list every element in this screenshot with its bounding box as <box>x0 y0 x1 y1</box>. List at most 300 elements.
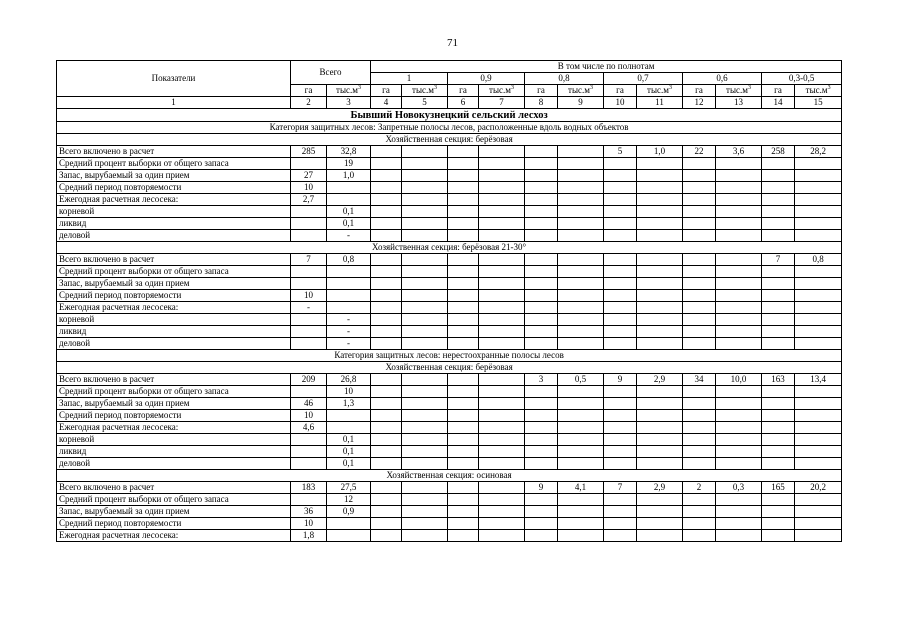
column-number: 4 <box>371 97 402 109</box>
table-cell <box>525 290 558 302</box>
table-cell <box>525 398 558 410</box>
table-cell <box>795 266 842 278</box>
row-label: Средний процент выборки от общего запаса <box>57 158 291 170</box>
table-cell <box>402 446 448 458</box>
table-cell <box>479 230 525 242</box>
table-cell <box>795 302 842 314</box>
table-cell <box>558 410 604 422</box>
table-cell <box>525 410 558 422</box>
table-cell <box>402 302 448 314</box>
table-cell <box>479 218 525 230</box>
table-cell <box>479 386 525 398</box>
table-cell <box>637 446 683 458</box>
table-cell <box>558 194 604 206</box>
table-cell <box>604 458 637 470</box>
table-cell <box>448 410 479 422</box>
table-cell <box>637 278 683 290</box>
table-cell <box>716 290 762 302</box>
table-cell <box>683 158 716 170</box>
table-cell: 209 <box>291 374 327 386</box>
table-body <box>57 61 842 542</box>
table-cell <box>525 218 558 230</box>
column-number: 6 <box>448 97 479 109</box>
table-cell <box>683 314 716 326</box>
table-cell <box>448 326 479 338</box>
table-cell <box>716 398 762 410</box>
table-cell <box>448 266 479 278</box>
table-cell <box>795 326 842 338</box>
table-cell <box>402 206 448 218</box>
table-cell <box>448 530 479 542</box>
table-cell <box>762 182 795 194</box>
table-cell <box>371 386 402 398</box>
row-label: Средний период повторяемости <box>57 410 291 422</box>
table-cell <box>683 302 716 314</box>
table-cell <box>637 170 683 182</box>
table-cell <box>683 182 716 194</box>
table-cell <box>479 146 525 158</box>
header-unit-volume <box>795 85 842 97</box>
table-cell <box>525 182 558 194</box>
table-cell <box>402 182 448 194</box>
table-cell <box>558 170 604 182</box>
table-cell <box>402 422 448 434</box>
table-cell <box>558 302 604 314</box>
row-label: Запас, вырубаемый за один прием <box>57 398 291 410</box>
table-cell <box>371 146 402 158</box>
table-cell <box>683 194 716 206</box>
column-number: 13 <box>716 97 762 109</box>
table-cell: 10 <box>327 386 371 398</box>
table-cell <box>402 326 448 338</box>
table-cell <box>683 446 716 458</box>
table-cell: 9 <box>604 374 637 386</box>
table-cell <box>448 146 479 158</box>
table-cell <box>716 266 762 278</box>
header-unit-ha: га <box>762 85 795 97</box>
table-cell <box>402 530 448 542</box>
table-row <box>57 254 842 266</box>
table-cell <box>683 506 716 518</box>
table-cell <box>762 326 795 338</box>
column-number: 7 <box>479 97 525 109</box>
table-cell <box>525 422 558 434</box>
table-cell <box>402 266 448 278</box>
row-label: Ежегодная расчетная лесосека: <box>57 530 291 542</box>
row-label: Всего включено в расчет <box>57 374 291 386</box>
table-cell: 2,9 <box>637 482 683 494</box>
table-cell <box>558 146 604 158</box>
table-cell <box>479 254 525 266</box>
table-cell <box>371 398 402 410</box>
table-cell <box>604 530 637 542</box>
table-row <box>57 482 842 494</box>
table-cell: 12 <box>327 494 371 506</box>
table-cell <box>291 494 327 506</box>
table-cell <box>448 218 479 230</box>
table-cell <box>762 230 795 242</box>
table-cell <box>637 506 683 518</box>
table-cell <box>327 266 371 278</box>
table-cell <box>762 494 795 506</box>
section-row <box>57 362 842 374</box>
table-cell <box>604 386 637 398</box>
table-cell <box>558 254 604 266</box>
table-cell <box>479 326 525 338</box>
table-cell <box>558 506 604 518</box>
section-row <box>57 122 842 134</box>
table-cell: 5 <box>604 146 637 158</box>
table-cell <box>371 506 402 518</box>
table-cell <box>558 494 604 506</box>
table-cell <box>327 530 371 542</box>
table-cell <box>525 386 558 398</box>
table-cell <box>683 518 716 530</box>
table-cell <box>402 290 448 302</box>
table-cell <box>371 194 402 206</box>
unit-volume-superscript: 3 <box>589 85 593 91</box>
table-row <box>57 314 842 326</box>
table-cell <box>683 278 716 290</box>
table-row <box>57 146 842 158</box>
header-unit-volume <box>479 85 525 97</box>
table-cell: 1,8 <box>291 530 327 542</box>
table-cell <box>716 446 762 458</box>
table-cell <box>762 434 795 446</box>
table-cell: - <box>327 326 371 338</box>
table-cell <box>448 290 479 302</box>
table-cell <box>762 398 795 410</box>
table-cell <box>402 374 448 386</box>
row-label: корневой <box>57 434 291 446</box>
row-label: Всего включено в расчет <box>57 146 291 158</box>
table-cell <box>327 182 371 194</box>
table-cell <box>795 506 842 518</box>
table-cell <box>558 230 604 242</box>
table-cell <box>762 458 795 470</box>
header-density: 0,6 <box>683 73 762 85</box>
table-cell: 22 <box>683 146 716 158</box>
section-heading: Хозяйственная секция: берёзовая <box>57 134 842 146</box>
table-cell <box>716 182 762 194</box>
table-cell: 3,6 <box>716 146 762 158</box>
table-cell <box>716 326 762 338</box>
row-label: деловой <box>57 458 291 470</box>
table-cell <box>716 422 762 434</box>
table-cell <box>479 170 525 182</box>
table-row <box>57 410 842 422</box>
section-heading: Категория защитных лесов: нерестоохранные полосы лесов <box>57 350 842 362</box>
table-row <box>57 158 842 170</box>
table-cell <box>604 494 637 506</box>
column-number: 9 <box>558 97 604 109</box>
table-cell <box>525 158 558 170</box>
table-cell <box>716 410 762 422</box>
table-cell <box>762 386 795 398</box>
table-cell <box>402 230 448 242</box>
table-cell <box>371 170 402 182</box>
table-cell <box>795 194 842 206</box>
table-cell <box>604 410 637 422</box>
row-label: Запас, вырубаемый за один прием <box>57 278 291 290</box>
table-cell <box>402 338 448 350</box>
table-cell <box>479 158 525 170</box>
table-cell <box>558 518 604 530</box>
table-cell <box>762 302 795 314</box>
table-cell <box>291 278 327 290</box>
table-cell <box>637 434 683 446</box>
table-cell <box>371 314 402 326</box>
table-cell <box>525 458 558 470</box>
table-cell <box>448 302 479 314</box>
table-row <box>57 290 842 302</box>
table-cell <box>448 338 479 350</box>
table-cell <box>637 422 683 434</box>
table-cell <box>479 518 525 530</box>
table-cell <box>525 518 558 530</box>
table-cell <box>448 230 479 242</box>
table-cell: 4,1 <box>558 482 604 494</box>
table-cell <box>479 338 525 350</box>
table-cell <box>525 230 558 242</box>
table-cell <box>448 170 479 182</box>
table-cell <box>525 278 558 290</box>
table-cell <box>604 266 637 278</box>
table-cell <box>479 182 525 194</box>
table-cell <box>558 434 604 446</box>
header-unit-ha: га <box>604 85 637 97</box>
table-cell <box>604 230 637 242</box>
table-cell <box>683 530 716 542</box>
header-unit-ha: га <box>371 85 402 97</box>
unit-volume-superscript: 3 <box>747 85 751 91</box>
table-cell <box>683 494 716 506</box>
table-row <box>57 230 842 242</box>
table-cell: 3 <box>525 374 558 386</box>
table-cell <box>762 194 795 206</box>
table-cell <box>637 194 683 206</box>
table-cell <box>448 158 479 170</box>
table-cell <box>525 434 558 446</box>
table-cell <box>371 446 402 458</box>
table-cell <box>795 230 842 242</box>
table-cell: 10 <box>291 182 327 194</box>
table-cell <box>795 290 842 302</box>
table-cell <box>402 494 448 506</box>
table-cell <box>795 314 842 326</box>
table-cell <box>479 410 525 422</box>
table-row <box>57 530 842 542</box>
row-label: Всего включено в расчет <box>57 482 291 494</box>
table-cell <box>371 422 402 434</box>
table-cell <box>479 374 525 386</box>
table-cell: 9 <box>525 482 558 494</box>
table-cell <box>795 386 842 398</box>
table-cell <box>716 158 762 170</box>
table-title: Бывший Новокузнецкий сельский лесхоз <box>57 109 842 122</box>
table-row <box>57 494 842 506</box>
table-cell: 27 <box>291 170 327 182</box>
table-cell <box>371 230 402 242</box>
table-cell: 1,0 <box>637 146 683 158</box>
header-unit-ha: га <box>683 85 716 97</box>
table-cell <box>604 206 637 218</box>
table-cell <box>716 302 762 314</box>
table-cell <box>448 446 479 458</box>
table-cell <box>558 458 604 470</box>
table-cell <box>479 530 525 542</box>
table-cell <box>558 530 604 542</box>
table-cell <box>795 446 842 458</box>
table-cell <box>525 302 558 314</box>
table-cell <box>448 458 479 470</box>
table-cell: 0,1 <box>327 218 371 230</box>
table-cell: 258 <box>762 146 795 158</box>
table-row <box>57 386 842 398</box>
header-row-1 <box>57 61 842 73</box>
table-cell <box>371 410 402 422</box>
table-cell <box>762 290 795 302</box>
table-cell: 10 <box>291 290 327 302</box>
unit-volume-superscript: 3 <box>510 85 514 91</box>
table-row <box>57 518 842 530</box>
table-cell <box>762 206 795 218</box>
table-cell <box>716 170 762 182</box>
table-cell: 285 <box>291 146 327 158</box>
column-number: 14 <box>762 97 795 109</box>
table-cell <box>762 422 795 434</box>
table-cell <box>327 518 371 530</box>
table-cell <box>371 290 402 302</box>
header-density: 1 <box>371 73 448 85</box>
table-cell <box>291 386 327 398</box>
table-row <box>57 278 842 290</box>
table-cell <box>558 446 604 458</box>
table-cell <box>448 206 479 218</box>
header-unit-volume <box>327 85 371 97</box>
header-density: 0,7 <box>604 73 683 85</box>
table-cell <box>479 206 525 218</box>
table-cell <box>637 518 683 530</box>
table-cell: - <box>327 230 371 242</box>
table-cell <box>795 182 842 194</box>
row-label: Средний период повторяемости <box>57 290 291 302</box>
table-cell <box>371 434 402 446</box>
table-cell: 0,8 <box>327 254 371 266</box>
column-number: 2 <box>291 97 327 109</box>
table-cell <box>479 434 525 446</box>
table-cell <box>604 422 637 434</box>
table-cell <box>762 446 795 458</box>
table-cell <box>371 530 402 542</box>
table-row <box>57 326 842 338</box>
table-cell <box>637 494 683 506</box>
table-cell <box>558 290 604 302</box>
table-cell <box>525 146 558 158</box>
table-cell: 4,6 <box>291 422 327 434</box>
table-cell <box>795 218 842 230</box>
table-cell <box>795 422 842 434</box>
table-cell <box>448 422 479 434</box>
unit-volume-text: тыс.м <box>336 85 358 95</box>
table-cell: 34 <box>683 374 716 386</box>
table-cell <box>479 446 525 458</box>
table-cell <box>448 182 479 194</box>
table-cell <box>448 434 479 446</box>
table-cell <box>795 458 842 470</box>
section-row <box>57 242 842 254</box>
table-cell <box>604 218 637 230</box>
table-cell <box>762 506 795 518</box>
table-cell <box>795 398 842 410</box>
column-number: 8 <box>525 97 558 109</box>
table-cell <box>402 254 448 266</box>
header-unit-ha: га <box>448 85 479 97</box>
table-cell <box>637 326 683 338</box>
table-cell <box>371 278 402 290</box>
table-cell <box>448 386 479 398</box>
table-cell <box>716 194 762 206</box>
row-label: Всего включено в расчет <box>57 254 291 266</box>
table-cell <box>448 254 479 266</box>
table-cell <box>291 326 327 338</box>
table-cell <box>637 254 683 266</box>
table-cell <box>716 338 762 350</box>
table-cell <box>402 398 448 410</box>
table-cell: 2,9 <box>637 374 683 386</box>
table-cell: 7 <box>604 482 637 494</box>
table-cell <box>371 518 402 530</box>
table-cell: 10 <box>291 410 327 422</box>
table-cell <box>604 506 637 518</box>
table-cell <box>637 458 683 470</box>
table-cell <box>558 182 604 194</box>
table-cell <box>291 434 327 446</box>
table-cell <box>683 386 716 398</box>
unit-volume-text: тыс.м <box>412 85 434 95</box>
table-cell <box>716 314 762 326</box>
table-cell: - <box>291 302 327 314</box>
table-row <box>57 422 842 434</box>
table-cell <box>291 458 327 470</box>
table-cell <box>479 422 525 434</box>
table-cell <box>525 254 558 266</box>
table-cell: 7 <box>291 254 327 266</box>
header-unit-ha: га <box>525 85 558 97</box>
table-cell <box>604 290 637 302</box>
table-cell <box>479 458 525 470</box>
table-cell <box>558 218 604 230</box>
column-number: 11 <box>637 97 683 109</box>
table-cell: 1,3 <box>327 398 371 410</box>
table-cell: 7 <box>762 254 795 266</box>
table-cell <box>795 170 842 182</box>
table-cell: 163 <box>762 374 795 386</box>
header-indicators: Показатели <box>57 61 291 97</box>
unit-volume-text: тыс.м <box>726 85 748 95</box>
unit-volume-text: тыс.м <box>805 85 828 95</box>
section-heading: Хозяйственная секция: берёзовая <box>57 362 842 374</box>
table-cell <box>558 266 604 278</box>
table-cell <box>448 506 479 518</box>
table-cell <box>291 158 327 170</box>
table-cell <box>716 458 762 470</box>
table-cell <box>402 482 448 494</box>
table-cell <box>448 374 479 386</box>
table-cell <box>525 194 558 206</box>
table-cell <box>402 434 448 446</box>
row-label: Средний процент выборки от общего запаса <box>57 266 291 278</box>
